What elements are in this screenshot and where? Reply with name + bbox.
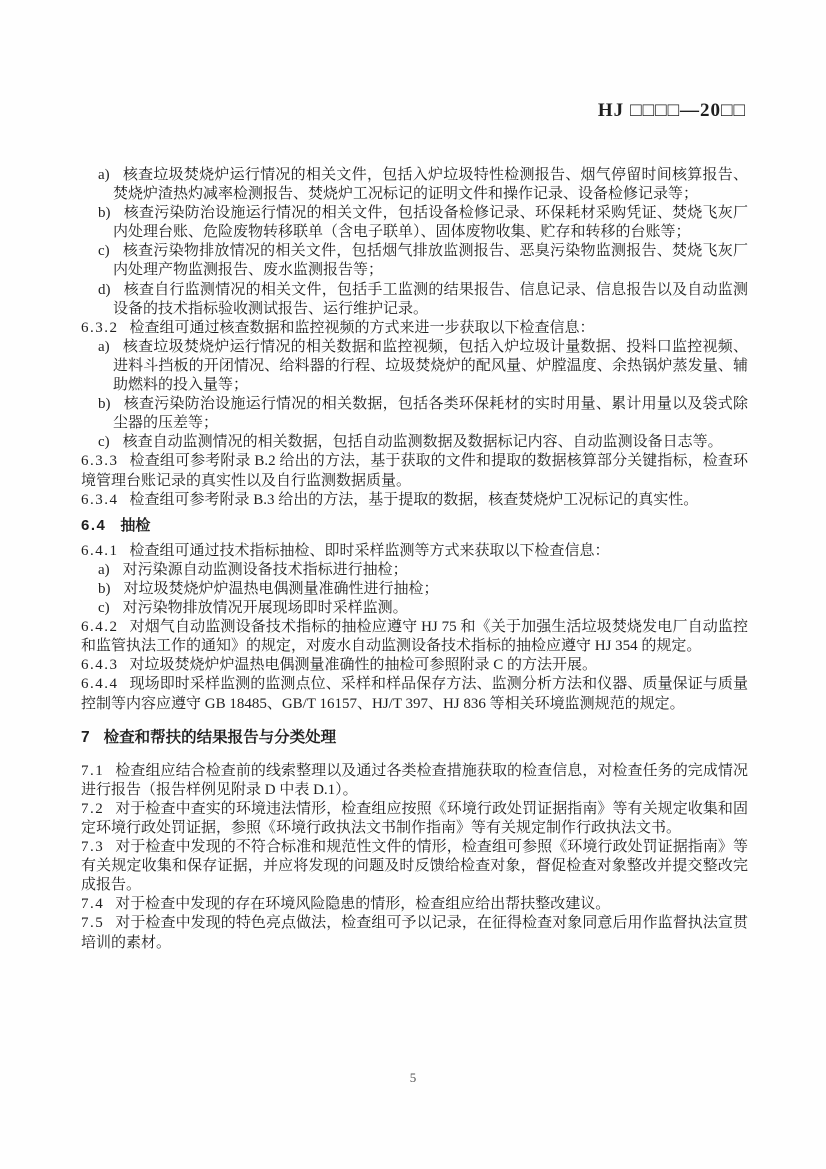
clause-text: 检查组应结合检查前的线索整理以及通过各类检查措施获取的检查信息，对检查任务的完成情况进行报告（报告样例见附录 D 中表 D.1）。 [81, 762, 748, 798]
clause-text: 对于检查中发现的存在环境风险隐患的情形，检查组应给出帮扶整改建议。 [115, 896, 611, 913]
list-item-text: 核查污染物排放情况的相关文件，包括烟气排放监测报告、恶臭污染物监测报告、焚烧飞灰厂内处理产物监测报告、废水监测报告等； [113, 243, 748, 279]
clause-text: 对于检查中发现的特色亮点做法，检查组可予以记录，在征得检查对象同意后用作监督执法宣贯培训的素材。 [81, 915, 748, 951]
list-marker: b) [98, 580, 111, 597]
list-item-text: 核查垃圾焚烧炉运行情况的相关数据和监控视频，包括入炉垃圾计量数据、投料口监控视频、进料斗挡板的开闭情况、给料器的行程、垃圾焚烧炉的配风量、炉膛温度、余热锅炉蒸发量、辅助燃料的投入量等； [113, 338, 748, 394]
clause-number: 7.1 [81, 762, 105, 779]
list-item-641-b [81, 580, 748, 599]
clause-number: 6.3.3 [81, 453, 119, 470]
document-body [81, 166, 748, 953]
list-item-text: 对垃圾焚烧炉炉温热电偶测量准确性进行抽检； [123, 580, 439, 597]
clause-7-1 [81, 762, 748, 800]
list-item-631-a [81, 166, 748, 204]
clause-6-4-3 [81, 656, 748, 675]
list-item-text: 核查自动监测情况的相关数据，包括自动监测数据及数据标记内容、自动监测设备日志等。 [122, 434, 723, 451]
list-marker: c) [98, 434, 110, 451]
list-item-632-b [81, 395, 748, 433]
clause-text: 现场即时采样监测的监测点位、采样和样品保存方法、监测分析方法和仪器、质量保证与质量控制等内容应遵守 GB 18485、GB/T 16157、HJ/T 397、HJ 836 等相关环境监测规范的规定。 [81, 676, 748, 712]
list-item-text: 对污染源自动监测设备技术指标进行抽检； [122, 561, 408, 578]
list-marker: a) [98, 167, 110, 183]
clause-6-3-2 [81, 319, 748, 338]
clause-number: 7.3 [81, 839, 105, 856]
section-number: 6.4 [81, 516, 107, 534]
list-item-text: 核查自行监测情况的相关文件，包括手工监测的结果报告、信息记录、信息报告以及自动监测设备的技术指标验收测试报告、运行维护记录。 [113, 281, 748, 317]
list-item-text: 核查污染防治设施运行情况的相关文件，包括设备检修记录、环保耗材采购凭证、焚烧飞灰厂内处理台账、危险废物转移联单（含电子联单）、固体废物收集、贮存和转移的台账等； [113, 205, 748, 241]
list-marker: d) [98, 281, 111, 298]
list-marker: c) [98, 600, 110, 617]
section-heading-6-4 [81, 516, 748, 535]
list-marker: b) [98, 205, 111, 222]
clause-text: 对于检查中发现的不符合标准和规范性文件的情形，检查组可参照《环境行政处罚证据指南》等有关规定收集和保存证据，并应将发现的问题及时反馈给检查对象，督促检查对象整改并提交整改完成报告。 [81, 839, 748, 894]
list-item-631-b [81, 204, 748, 242]
clause-number: 6.4.3 [81, 657, 119, 674]
list-marker: a) [98, 338, 110, 355]
clause-6-3-3 [81, 452, 748, 490]
list-item-text: 对污染物排放情况开展现场即时采样监测。 [122, 600, 408, 617]
chapter-heading-7 [81, 728, 748, 747]
clause-text: 对于检查中查实的环境违法情形，检查组应按照《环境行政处罚证据指南》等有关规定收集和固定环境行政处罚证据，参照《环境行政执法文书制作指南》等有关规定制作行政执法文书。 [81, 800, 748, 836]
chapter-number: 7 [81, 728, 90, 746]
clause-6-4-4 [81, 675, 748, 713]
clause-7-2 [81, 800, 748, 838]
list-item-632-c [81, 433, 748, 452]
clause-text: 检查组可通过技术指标抽检、即时采样监测等方式来获取以下检查信息： [129, 542, 610, 559]
clause-6-3-4 [81, 491, 748, 510]
clause-6-4-1 [81, 542, 748, 561]
clause-number: 6.3.4 [81, 491, 119, 508]
list-marker: c) [98, 243, 110, 260]
document-footer [0, 1070, 826, 1086]
page-number: 5 [409, 1070, 417, 1085]
clause-7-4 [81, 895, 748, 914]
clause-number: 6.4.2 [81, 619, 119, 636]
list-item-text: 核查污染防治设施运行情况的相关数据，包括各类环保耗材的实时用量、累计用量以及袋式除尘器的压差等； [113, 396, 748, 432]
clause-text: 检查组可通过核查数据和监控视频的方式来进一步获取以下检查信息： [129, 319, 595, 336]
section-title: 抽检 [120, 516, 151, 534]
list-marker: b) [98, 396, 111, 413]
standard-prefix: HJ [597, 100, 625, 121]
clause-7-5 [81, 914, 748, 952]
clause-text: 对烟气自动监测设备技术指标的抽检应遵守 HJ 75 和《关于加强生活垃圾焚烧发电厂自动监控和监管执法工作的通知》的规定，对废水自动监测设备技术指标的抽检应遵守 HJ 354 的规定。 [81, 619, 748, 655]
document-header [598, 100, 746, 122]
clause-number: 7.2 [81, 800, 105, 817]
clause-number: 6.4.4 [81, 676, 119, 693]
clause-number: 6.3.2 [81, 319, 119, 336]
clause-number: 6.4.1 [81, 542, 119, 559]
clause-text: 对垃圾焚烧炉炉温热电偶测量准确性的抽检可参照附录 C 的方法开展。 [129, 657, 598, 674]
standard-number: □□□□—20□□ [630, 100, 746, 121]
list-item-text: 核查垃圾焚烧炉运行情况的相关文件，包括入炉垃圾特性检测报告、烟气停留时间核算报告、焚烧炉渣热灼减率检测报告、焚烧炉工况标记的证明文件和操作记录、设备检修记录等； [113, 167, 748, 203]
list-item-641-c [81, 599, 748, 618]
clause-number: 7.4 [81, 896, 105, 913]
chapter-title: 检查和帮扶的结果报告与分类处理 [103, 728, 337, 746]
clause-text: 检查组可参考附录 B.2 给出的方法，基于获取的文件和提取的数据核算部分关键指标，检查环境管理台账记录的真实性以及自行监测数据质量。 [81, 453, 748, 489]
list-marker: a) [98, 561, 110, 578]
list-item-641-a [81, 561, 748, 580]
clause-6-4-2 [81, 618, 748, 656]
list-item-631-c [81, 242, 748, 280]
clause-7-3 [81, 838, 748, 895]
list-item-631-d [81, 281, 748, 319]
list-item-632-a [81, 338, 748, 395]
clause-text: 检查组可参考附录 B.3 给出的方法，基于提取的数据，核查焚烧炉工况标记的真实性。 [129, 491, 699, 508]
clause-number: 7.5 [81, 915, 105, 932]
